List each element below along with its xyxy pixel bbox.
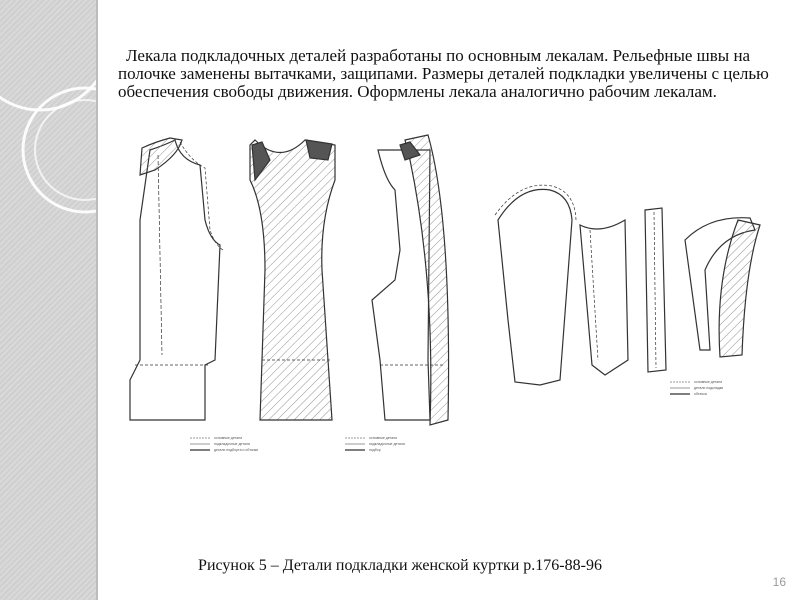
sleeve-legend-item-3: обтачка: [694, 392, 707, 396]
middle-legend: [345, 436, 405, 452]
sleeve-legend: [670, 380, 723, 396]
middle-legend-item-2: подкладочные детали: [369, 442, 405, 446]
lining-patterns-figure: [110, 120, 790, 460]
sidebar-divider: [96, 0, 98, 600]
sleeve-legend-item-1: основные детали: [694, 380, 723, 384]
collar-facing-pattern: [685, 218, 760, 357]
front-legend-item-1: основные детали: [214, 436, 243, 440]
decorative-sidebar: [0, 0, 96, 600]
front-panel-pattern: [130, 138, 223, 420]
side-panel-pattern: [372, 135, 449, 425]
sleeve-lower-pattern: [580, 220, 628, 375]
front-legend-item-2: подкладочные детали: [214, 442, 250, 446]
sleeve-legend-item-2: детали подкладки: [694, 386, 724, 390]
sidebar-circles-decoration: [0, 0, 96, 600]
back-panel-pattern: [250, 140, 335, 420]
front-legend: [190, 436, 258, 452]
figure-caption: Рисунок 5 – Детали подкладки женской куртки р.176-88-96: [198, 557, 602, 574]
middle-legend-item-1: основные детали: [369, 436, 398, 440]
sleeve-upper-pattern: [495, 185, 576, 385]
middle-legend-item-3: подбор: [369, 448, 381, 452]
slide-body-text: Лекала подкладочных деталей разработаны по основным лекалам. Рельефные швы на полочке заменены вытачками, защипами. Размеры деталей подкладки увеличены с целью обеспечения свободы движения. Оформлены лекала аналогично рабочим лекалам.: [118, 46, 769, 101]
front-legend-item-3: детали подбортa и обтачки: [214, 448, 259, 452]
narrow-strip-pattern: [645, 208, 666, 372]
slide-number: 16: [772, 575, 786, 589]
